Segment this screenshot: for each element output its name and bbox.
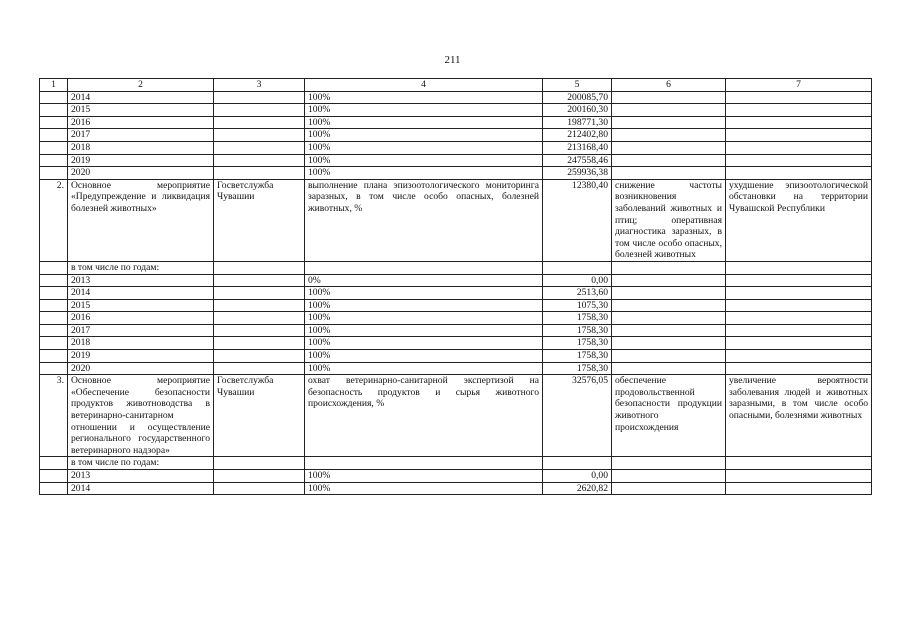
year-cell: 2014 — [68, 482, 214, 495]
year-row — [40, 104, 872, 117]
year-row — [40, 129, 872, 142]
row-number-cell — [40, 116, 68, 129]
year-row — [40, 337, 872, 350]
row-number-cell — [40, 350, 68, 363]
effect-cell — [612, 116, 726, 129]
empty-cell — [543, 457, 612, 470]
indicator-value-cell: 100% — [305, 337, 543, 350]
row-number-cell — [40, 312, 68, 325]
activity-executor: Госветслужба Чувашии — [214, 375, 305, 457]
years-label: в том числе по годам: — [68, 261, 214, 274]
year-row — [40, 167, 872, 180]
amount-cell: 200085,70 — [543, 91, 612, 104]
risk-cell — [726, 287, 872, 300]
row-number-cell — [40, 287, 68, 300]
year-row — [40, 312, 872, 325]
row-number-cell — [40, 482, 68, 495]
row-number-cell — [40, 457, 68, 470]
main-activity-row — [40, 179, 872, 261]
risk-cell — [726, 362, 872, 375]
indicator-value-cell: 100% — [305, 299, 543, 312]
year-cell: 2013 — [68, 274, 214, 287]
risk-cell — [726, 299, 872, 312]
year-cell: 2018 — [68, 141, 214, 154]
year-row — [40, 141, 872, 154]
column-header: 4 — [305, 79, 543, 92]
year-cell: 2019 — [68, 154, 214, 167]
year-row — [40, 362, 872, 375]
empty-cell — [305, 261, 543, 274]
empty-cell — [612, 457, 726, 470]
risk-cell — [726, 104, 872, 117]
empty-cell — [726, 261, 872, 274]
executor-cell — [214, 104, 305, 117]
empty-cell — [305, 457, 543, 470]
years-label-row — [40, 261, 872, 274]
column-header: 2 — [68, 79, 214, 92]
risk-cell — [726, 470, 872, 483]
year-row — [40, 154, 872, 167]
activity-number: 3. — [40, 375, 68, 457]
risk-cell — [726, 337, 872, 350]
risk-cell — [726, 129, 872, 142]
row-number-cell — [40, 274, 68, 287]
effect-cell — [612, 350, 726, 363]
executor-cell — [214, 154, 305, 167]
amount-cell: 0,00 — [543, 274, 612, 287]
executor-cell — [214, 287, 305, 300]
year-row — [40, 299, 872, 312]
column-header: 5 — [543, 79, 612, 92]
years-label: в том числе по годам: — [68, 457, 214, 470]
amount-cell: 1758,30 — [543, 337, 612, 350]
amount-cell: 198771,30 — [543, 116, 612, 129]
effect-cell — [612, 91, 726, 104]
empty-cell — [726, 457, 872, 470]
indicator-value-cell: 100% — [305, 312, 543, 325]
year-row — [40, 116, 872, 129]
executor-cell — [214, 129, 305, 142]
executor-cell — [214, 274, 305, 287]
indicator-value-cell: 100% — [305, 154, 543, 167]
row-number-cell — [40, 470, 68, 483]
year-cell: 2013 — [68, 470, 214, 483]
executor-cell — [214, 116, 305, 129]
year-cell: 2016 — [68, 312, 214, 325]
year-cell: 2020 — [68, 167, 214, 180]
year-cell: 2015 — [68, 299, 214, 312]
row-number-cell — [40, 299, 68, 312]
risk-cell — [726, 167, 872, 180]
amount-cell: 213168,40 — [543, 141, 612, 154]
activity-name: Основное мероприятие «Предупреждение и ликвидация болезней животных» — [68, 179, 214, 261]
row-number-cell — [40, 104, 68, 117]
empty-cell — [214, 261, 305, 274]
risk-cell — [726, 116, 872, 129]
risk-cell — [726, 350, 872, 363]
effect-cell — [612, 362, 726, 375]
year-row — [40, 91, 872, 104]
indicator-value-cell: 100% — [305, 129, 543, 142]
program-table — [39, 78, 872, 495]
activity-name: Основное мероприятие «Обеспечение безопасности продуктов животноводства в ветеринарно-санитарном отношении и осуществление регионального государственного ветеринарного надзора» — [68, 375, 214, 457]
effect-cell — [612, 299, 726, 312]
risk-cell — [726, 154, 872, 167]
empty-cell — [543, 261, 612, 274]
risk-cell — [726, 312, 872, 325]
activity-effect: снижение частоты возникновения заболеваний животных и птиц; оперативная диагностика заразных, в том числе особо опасных, болезней животных — [612, 179, 726, 261]
risk-cell — [726, 274, 872, 287]
executor-cell — [214, 312, 305, 325]
indicator-value-cell: 100% — [305, 482, 543, 495]
activity-risk: увеличение вероятности заболевания людей и животных заразными, в том числе особо опасными, болезнями животных — [726, 375, 872, 457]
year-cell: 2017 — [68, 129, 214, 142]
effect-cell — [612, 324, 726, 337]
table-header-row — [40, 79, 872, 92]
year-row — [40, 350, 872, 363]
column-header: 3 — [214, 79, 305, 92]
executor-cell — [214, 324, 305, 337]
indicator-value-cell: 100% — [305, 362, 543, 375]
year-cell: 2018 — [68, 337, 214, 350]
indicator-value-cell: 100% — [305, 324, 543, 337]
effect-cell — [612, 141, 726, 154]
amount-cell: 2620,82 — [543, 482, 612, 495]
indicator-value-cell: 100% — [305, 104, 543, 117]
indicator-value-cell: 100% — [305, 350, 543, 363]
row-number-cell — [40, 91, 68, 104]
risk-cell — [726, 91, 872, 104]
effect-cell — [612, 287, 726, 300]
year-cell: 2016 — [68, 116, 214, 129]
amount-cell: 1758,30 — [543, 362, 612, 375]
executor-cell — [214, 482, 305, 495]
empty-cell — [214, 457, 305, 470]
years-label-row — [40, 457, 872, 470]
activity-risk: ухудшение эпизоотологической обстановки на территории Чувашской Республики — [726, 179, 872, 261]
executor-cell — [214, 141, 305, 154]
executor-cell — [214, 337, 305, 350]
activity-executor: Госветслужба Чувашии — [214, 179, 305, 261]
indicator-value-cell: 100% — [305, 287, 543, 300]
activity-amount: 32576,05 — [543, 375, 612, 457]
year-cell: 2019 — [68, 350, 214, 363]
amount-cell: 0,00 — [543, 470, 612, 483]
effect-cell — [612, 129, 726, 142]
amount-cell: 1758,30 — [543, 312, 612, 325]
main-activity-row — [40, 375, 872, 457]
row-number-cell — [40, 261, 68, 274]
executor-cell — [214, 470, 305, 483]
executor-cell — [214, 362, 305, 375]
year-row — [40, 482, 872, 495]
empty-cell — [612, 261, 726, 274]
indicator-value-cell: 100% — [305, 141, 543, 154]
year-row — [40, 274, 872, 287]
year-row — [40, 324, 872, 337]
year-cell: 2020 — [68, 362, 214, 375]
row-number-cell — [40, 154, 68, 167]
risk-cell — [726, 482, 872, 495]
amount-cell: 247558,46 — [543, 154, 612, 167]
activity-number: 2. — [40, 179, 68, 261]
column-header: 1 — [40, 79, 68, 92]
effect-cell — [612, 482, 726, 495]
amount-cell: 1758,30 — [543, 324, 612, 337]
amount-cell: 1075,30 — [543, 299, 612, 312]
column-header: 7 — [726, 79, 872, 92]
risk-cell — [726, 141, 872, 154]
row-number-cell — [40, 167, 68, 180]
effect-cell — [612, 154, 726, 167]
year-row — [40, 287, 872, 300]
executor-cell — [214, 91, 305, 104]
column-header: 6 — [612, 79, 726, 92]
executor-cell — [214, 167, 305, 180]
executor-cell — [214, 299, 305, 312]
row-number-cell — [40, 337, 68, 350]
year-cell: 2014 — [68, 91, 214, 104]
activity-indicator: выполнение плана эпизоотологического мониторинга заразных, в том числе особо опасных, болезней животных, % — [305, 179, 543, 261]
indicator-value-cell: 100% — [305, 116, 543, 129]
year-cell: 2014 — [68, 287, 214, 300]
effect-cell — [612, 470, 726, 483]
activity-effect: обеспечение продовольственной безопасности продукции животного происхождения — [612, 375, 726, 457]
indicator-value-cell: 0% — [305, 274, 543, 287]
activity-indicator: охват ветеринарно-санитарной экспертизой на безопасность продуктов и сырья животного происхождения, % — [305, 375, 543, 457]
year-row — [40, 470, 872, 483]
indicator-value-cell: 100% — [305, 470, 543, 483]
activity-amount: 12380,40 — [543, 179, 612, 261]
indicator-value-cell: 100% — [305, 91, 543, 104]
amount-cell: 1758,30 — [543, 350, 612, 363]
row-number-cell — [40, 324, 68, 337]
amount-cell: 2513,60 — [543, 287, 612, 300]
risk-cell — [726, 324, 872, 337]
row-number-cell — [40, 141, 68, 154]
effect-cell — [612, 167, 726, 180]
indicator-value-cell: 100% — [305, 167, 543, 180]
amount-cell: 259936,38 — [543, 167, 612, 180]
year-cell: 2017 — [68, 324, 214, 337]
row-number-cell — [40, 362, 68, 375]
amount-cell: 200160,30 — [543, 104, 612, 117]
year-cell: 2015 — [68, 104, 214, 117]
amount-cell: 212402,80 — [543, 129, 612, 142]
effect-cell — [612, 274, 726, 287]
effect-cell — [612, 312, 726, 325]
page-number: 211 — [444, 54, 461, 66]
effect-cell — [612, 337, 726, 350]
effect-cell — [612, 104, 726, 117]
row-number-cell — [40, 129, 68, 142]
executor-cell — [214, 350, 305, 363]
